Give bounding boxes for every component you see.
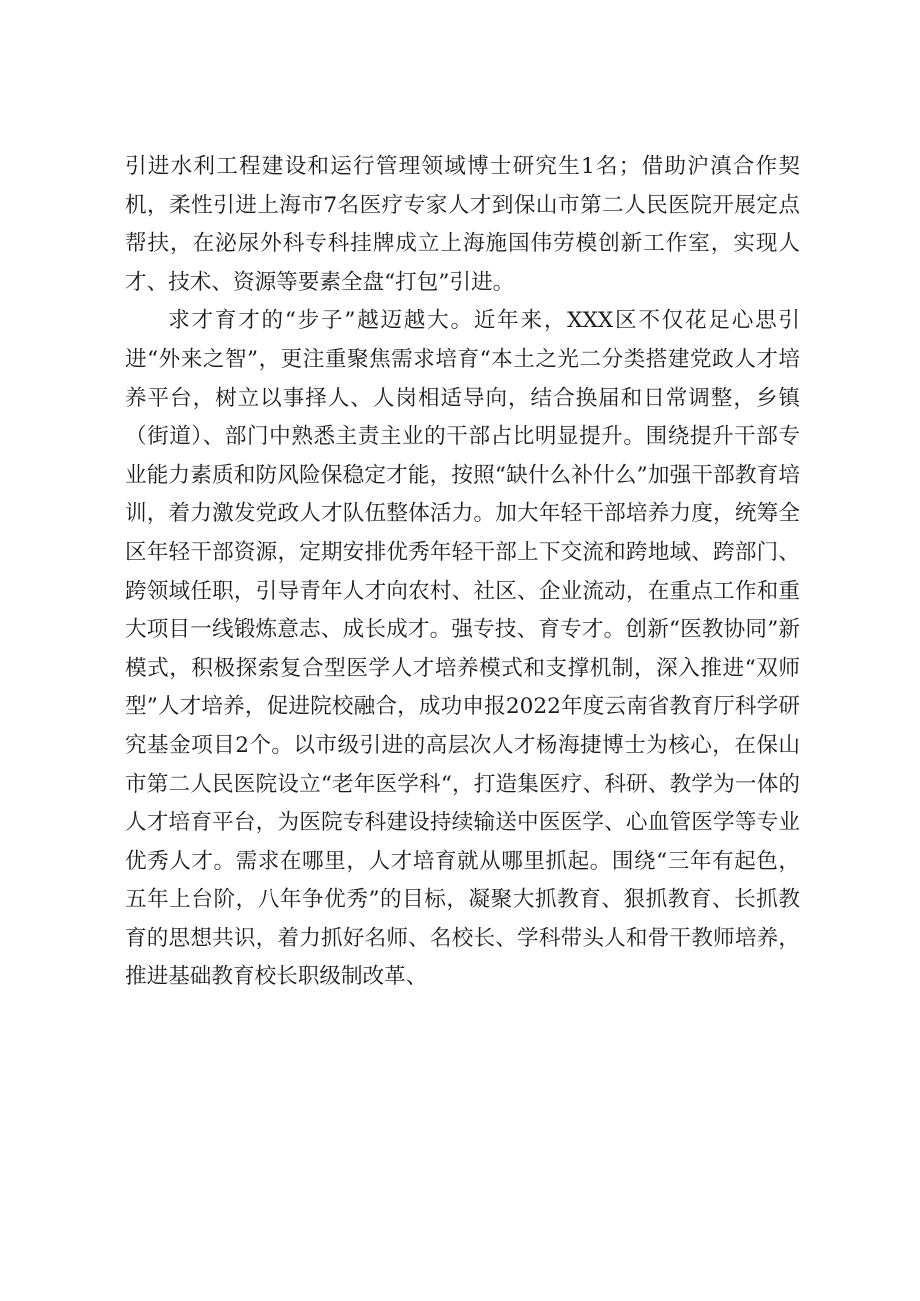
body-text — [125, 148, 800, 997]
paragraph-talent-cultivation: 求才育才的“步子”越迈越大。近年来，XXX区不仅花足心思引进“外来之智”，更注重聚焦需求培育“本土之光二分类搭建党政人才培养平台，树立以事择人、人岗相适导向，结合换届和日常调整，乡镇（街道）、部门中熟悉主责主业的干部占比明显提升。围绕提升干部专业能力素质和防风险保稳定才能，按照“缺什么补什么”加强干部教育培训，着力激发党政人才队伍整体活力。加大年轻干部培养力度，统筹全区年轻干部资源，定期安排优秀年轻干部上下交流和跨地域、跨部门、跨领域任职，引导青年人才向农村、社区、企业流动，在重点工作和重大项目一线锻炼意志、成长成才。强专技、育专才。创新“医教协同”新模式，积极探索复合型医学人才培养模式和支撑机制，深入推进“双师型”人才培养，促进院校融合，成功申报2022年度云南省教育厅科学研究基金项目2个。以市级引进的高层次人才杨海捷博士为核心，在保山市第二人民医院设立“老年医学科“，打造集医疗、科研、教学为一体的人才培育平台，为医院专科建设持续输送中医医学、心血管医学等专业优秀人才。需求在哪里，人才培育就从哪里抓起。围绕“三年有起色，五年上台阶，八年争优秀”的目标，凝聚大抓教育、狠抓教育、长抓教育的思想共识，着力抓好名师、名校长、学科带头人和骨干教师培养，推进基础教育校长职级制改革、 — [125, 308, 800, 990]
paragraph-continued: 引进水利工程建设和运行管理领域博士研究生1名；借助沪滇合作契机，柔性引进上海市7名医疗专家人才到保山市第二人民医院开展定点帮扶，在泌尿外科专科挂牌成立上海施国伟劳模创新工作室，实现人才、技术、资源等要素全盘“打包”引进。 — [125, 154, 800, 295]
